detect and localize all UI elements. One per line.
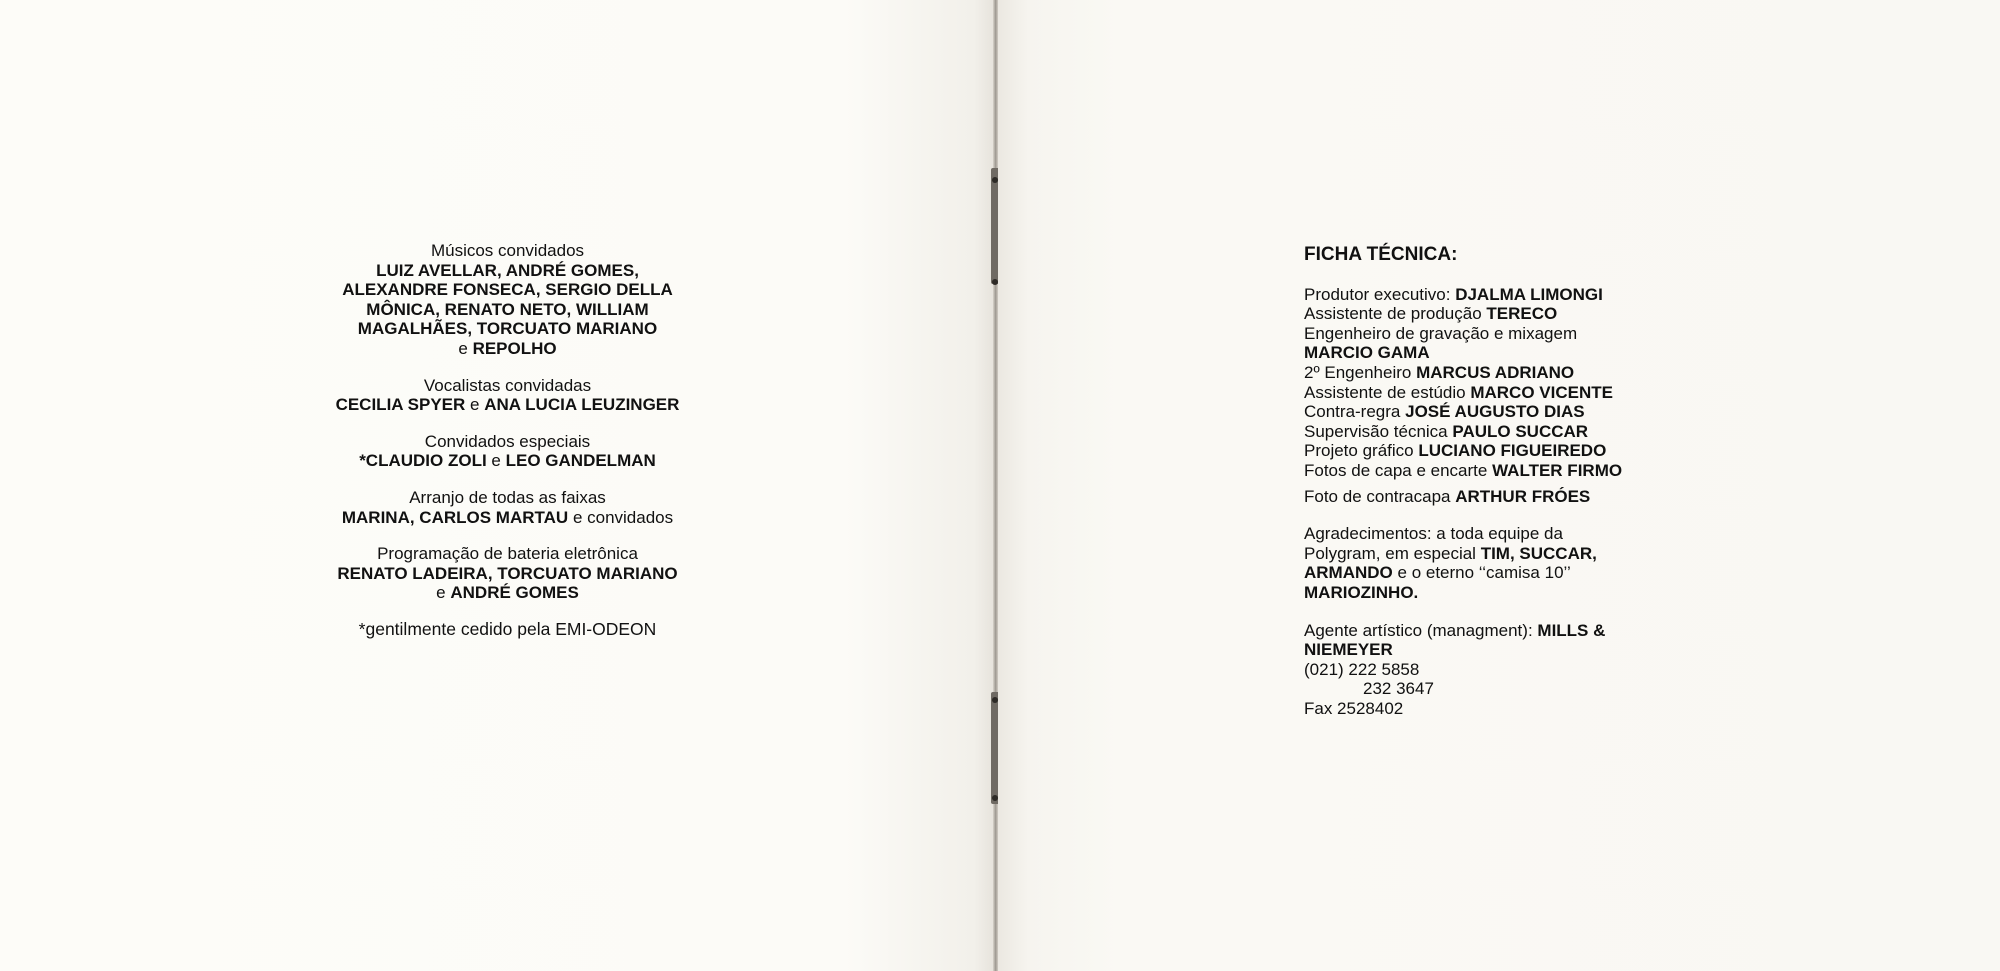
left-page <box>0 0 994 971</box>
programmer-name: ANDRÉ GOMES <box>450 583 579 603</box>
vocalist-name: CECILIA SPYER <box>335 395 466 415</box>
agent-name: MILLS & <box>1537 620 1606 640</box>
credit-line <box>1304 383 1744 403</box>
special-guests-heading: Convidados especiais <box>424 431 591 451</box>
footnote: *gentilmente cedido pela EMI-ODEON <box>358 618 657 639</box>
arrangement-block <box>250 488 765 527</box>
musicians-line <box>250 339 765 359</box>
credit-role: Contra-regra <box>1304 402 1401 422</box>
musicians-line: LUIZ AVELLAR, ANDRÉ GOMES, <box>376 260 639 280</box>
credit-name: TERECO <box>1486 304 1558 324</box>
special-guests-block <box>250 432 765 471</box>
programming-heading: Programação de bateria eletrônica <box>377 544 638 564</box>
musicians-line: ALEXANDRE FONSECA, SERGIO DELLA <box>342 280 673 300</box>
credit-role: Supervisão técnica <box>1304 421 1448 441</box>
acknowledged-names: ARMANDO <box>1304 563 1393 583</box>
credit-name: DJALMA LIMONGI <box>1455 284 1603 304</box>
phone-number: 232 3647 <box>1363 679 1434 699</box>
technical-credits <box>1304 245 1744 718</box>
vocalists-heading: Vocalistas convidadas <box>423 375 592 395</box>
acknowledgements-text: Polygram, em especial <box>1304 543 1476 563</box>
credit-name: LUCIANO FIGUEIREDO <box>1418 441 1607 461</box>
credit-line <box>1304 441 1744 461</box>
arrangement-suffix: e convidados <box>572 507 674 527</box>
credit-line <box>1304 422 1744 442</box>
programming-block <box>250 544 765 603</box>
conjunction: e <box>436 583 446 603</box>
programming-line <box>250 583 765 603</box>
musicians-line: MAGALHÃES, TORCUATO MARIANO <box>357 319 658 339</box>
credit-role: Engenheiro de gravação e mixagem <box>1304 323 1578 343</box>
phone-number: (021) 222 5858 <box>1304 659 1420 679</box>
acknowledged-names: MARIOZINHO. <box>1304 582 1419 602</box>
credit-name: JOSÉ AUGUSTO DIAS <box>1405 402 1585 422</box>
agent-role: Agente artístico (managment): <box>1304 620 1533 640</box>
credit-line <box>1304 343 1744 363</box>
credit-name: PAULO SUCCAR <box>1452 421 1589 441</box>
vocalists-block <box>250 376 765 415</box>
musician-credits <box>250 241 765 640</box>
acknowledgements <box>1304 524 1744 602</box>
special-guests-line <box>250 451 765 471</box>
acknowledged-names: TIM, SUCCAR, <box>1480 543 1597 563</box>
artist-agent <box>1304 621 1744 719</box>
credit-name: ARTHUR FRÓES <box>1455 486 1591 506</box>
musicians-heading: Músicos convidados <box>430 241 585 260</box>
agent-name: NIEMEYER <box>1304 640 1393 660</box>
technical-credits-title: FICHA TÉCNICA: <box>1304 244 1458 265</box>
credit-role: Assistente de produção <box>1304 304 1482 324</box>
vocalists-line <box>250 395 765 415</box>
guest-name: *CLAUDIO ZOLI <box>359 451 487 471</box>
credit-role: 2º Engenheiro <box>1304 362 1412 382</box>
credit-line <box>1304 461 1744 481</box>
credit-role: Foto de contracapa <box>1304 486 1451 506</box>
programming-line: RENATO LADEIRA, TORCUATO MARIANO <box>337 563 678 583</box>
arrangement-line <box>250 508 765 528</box>
credit-role: Projeto gráfico <box>1304 441 1414 461</box>
musicians-block <box>250 241 765 359</box>
acknowledgements-line <box>1304 544 1744 564</box>
acknowledgements-line <box>1304 563 1744 583</box>
credit-line <box>1304 363 1744 383</box>
arranger-names: MARINA, CARLOS MARTAU <box>341 507 569 527</box>
credit-name: WALTER FIRMO <box>1492 460 1623 480</box>
musicians-line: MÔNICA, RENATO NETO, WILLIAM <box>366 299 649 319</box>
acknowledgements-line: Agradecimentos: a toda equipe da <box>1304 524 1563 544</box>
credit-role: Assistente de estúdio <box>1304 382 1466 402</box>
musician-name: REPOLHO <box>472 338 557 358</box>
acknowledgements-text: e o eterno ‘‘camisa 10’’ <box>1397 563 1571 583</box>
credit-name: MARCO VICENTE <box>1470 382 1613 402</box>
credit-name: MARCIO GAMA <box>1304 343 1430 363</box>
arrangement-heading: Arranjo de todas as faixas <box>409 487 606 507</box>
vocalist-name: ANA LUCIA LEUZINGER <box>484 395 680 415</box>
credit-line <box>1304 285 1744 305</box>
back-cover-photo-credit <box>1304 487 1744 507</box>
guest-name: LEO GANDELMAN <box>505 451 656 471</box>
credit-line <box>1304 304 1744 324</box>
credit-name: MARCUS ADRIANO <box>1416 362 1575 382</box>
conjunction: e <box>491 451 501 471</box>
agent-line <box>1304 621 1744 641</box>
credit-role: Produtor executivo: <box>1304 284 1451 304</box>
conjunction: e <box>458 338 468 358</box>
credit-line <box>1304 402 1744 422</box>
credit-role: Fotos de capa e encarte <box>1304 460 1488 480</box>
credit-line <box>1304 324 1744 344</box>
conjunction: e <box>470 395 480 415</box>
fax-number: Fax 2528402 <box>1304 698 1404 718</box>
